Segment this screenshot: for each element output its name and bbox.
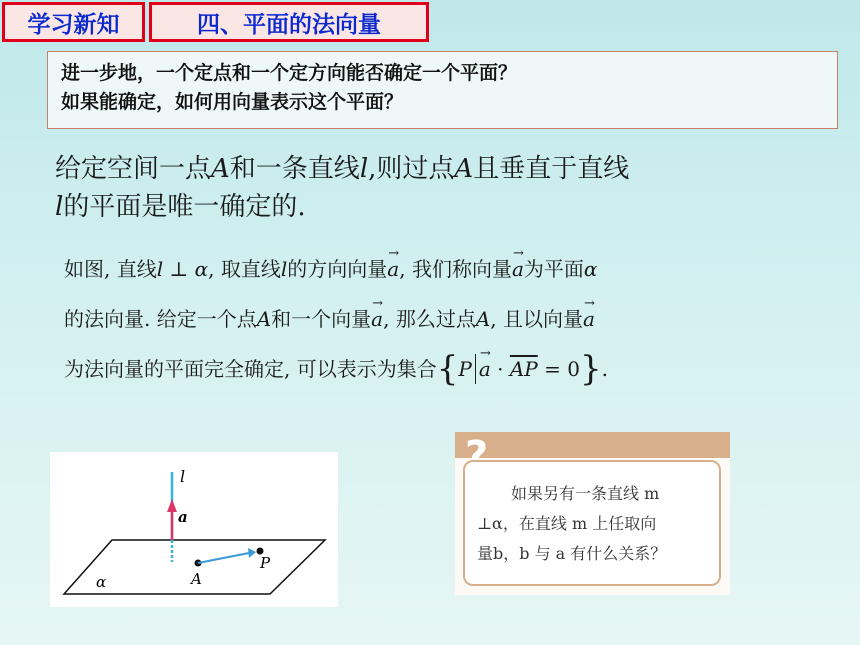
definition-line-2: 的法向量. 给定一个点A和一个向量→ a, 那么过点A, 且以向量→ a <box>64 294 824 344</box>
vector-a: → a <box>371 294 383 344</box>
normal-vector-figure <box>50 452 338 607</box>
figure-label-A: A <box>191 570 202 588</box>
vector-AP: $\overline{AP}$ <box>509 357 538 381</box>
vector-a: → a <box>387 244 399 294</box>
definition-line-1: 如图, 直线l ⊥ α, 取直线l的方向向量→ a, 我们称向量→ a为平面α <box>64 244 824 294</box>
topic-tag: 四、平面的法向量 <box>149 2 429 42</box>
intro-paragraph: 给定空间一点A和一条直线l,则过点A且垂直于直线 l的平面是唯一确定的. <box>55 154 630 222</box>
section-tag: 学习新知 <box>2 2 145 42</box>
figure-label-l: l <box>180 467 186 486</box>
vector-a: → a <box>583 294 595 344</box>
set-bar <box>475 354 476 384</box>
tip-header-bar <box>455 432 730 458</box>
question-box <box>47 51 838 129</box>
question-line-2: 如果能确定，如何用向量表示这个平面？ <box>61 91 404 113</box>
figure-label-a: a <box>178 508 188 526</box>
vector-a: → a <box>479 344 491 394</box>
question-mark-icon: ? <box>465 433 489 479</box>
definition-line-3: 为法向量的平面完全确定, 可以表示为集合$\{P \to a \cdot \overline{AP} = 0\}$. <box>64 344 824 394</box>
thinking-tip-box <box>455 432 730 595</box>
figure-label-P: P <box>260 554 271 572</box>
figure-svg <box>50 452 338 607</box>
figure-label-alpha: α <box>96 573 107 591</box>
definition-paragraph <box>64 244 824 394</box>
vector-a: → a <box>512 244 524 294</box>
vector-a-arrowhead <box>167 499 177 512</box>
question-line-1: 进一步地，一个定点和一个定方向能否确定一个平面？ <box>61 62 518 84</box>
tip-text: 如果另有一条直线 m ⊥α，在直线 m 上任取向 量b，b 与 a 有什么关系？ <box>477 484 667 563</box>
